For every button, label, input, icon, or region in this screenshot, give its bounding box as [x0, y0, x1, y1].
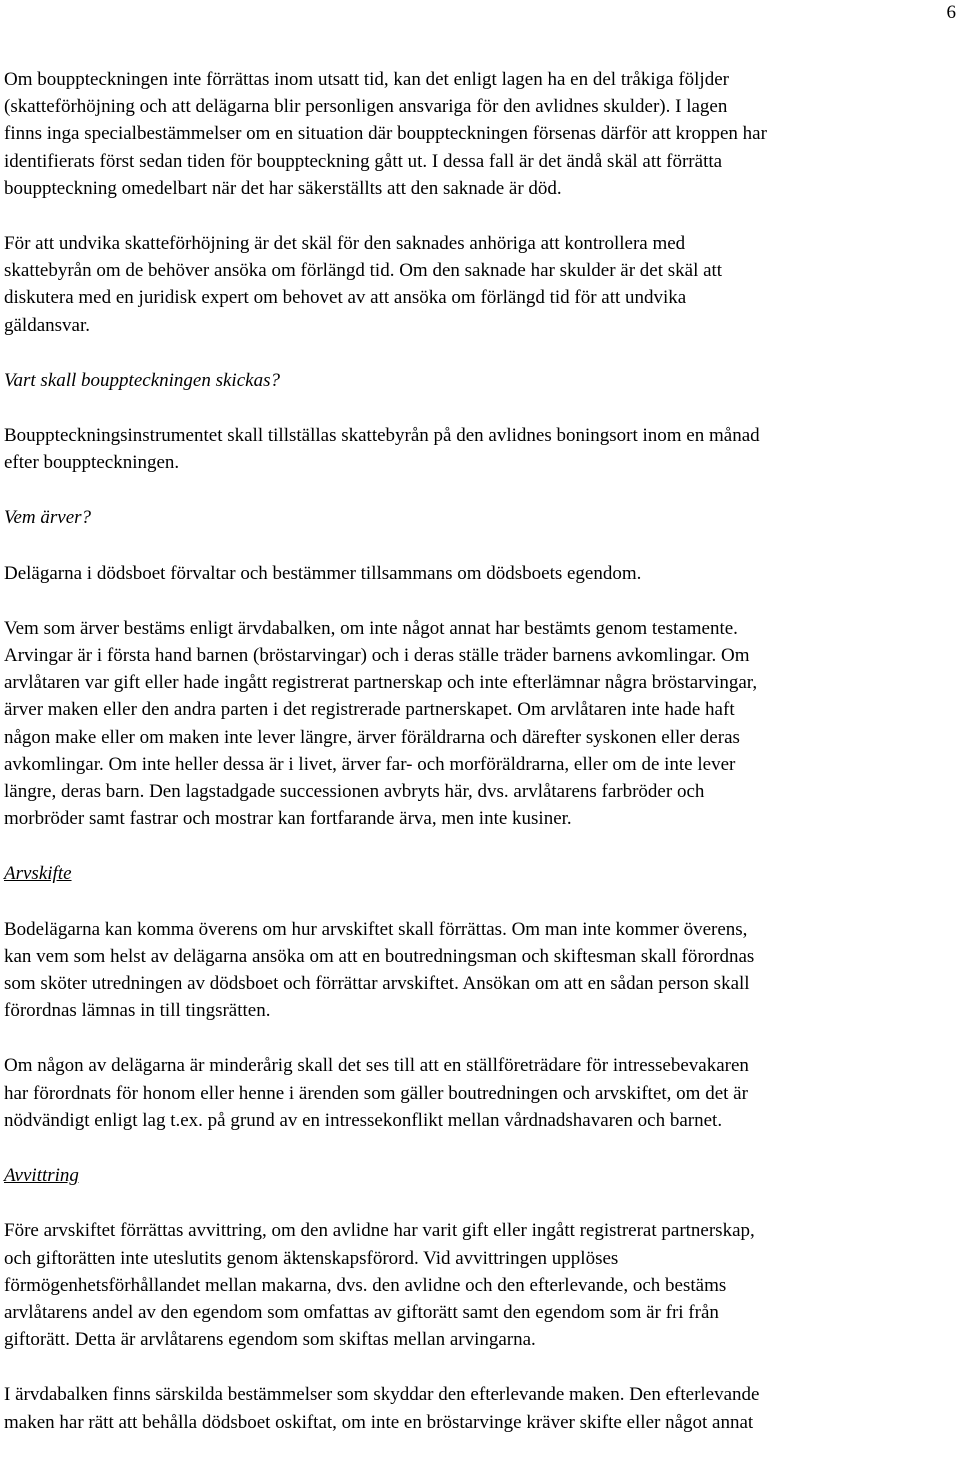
- section-heading: [4, 1162, 956, 1189]
- text-line: efter bouppteckningen.: [4, 452, 180, 474]
- text-line: (skatteförhöjning och att delägarna blir personligen ansvariga för den avlidnes skulder). I lagen: [4, 96, 728, 118]
- text-line: Vem som ärver bestäms enligt ärvdabalken, om inte något annat har bestämts genom testamente.: [4, 617, 738, 639]
- text-line: någon make eller om maken inte lever längre, ärver föräldrarna och därefter syskonen eller deras: [4, 726, 740, 748]
- text-line: förordnas lämnas in till tingsrätten.: [4, 1000, 271, 1022]
- text-line: längre, deras barn. Den lagstadgade successionen avbryts här, dvs. arvlåtarens farbröder och: [4, 781, 705, 803]
- text-line: Bouppteckningsinstrumentet skall tillställas skattebyrån på den avlidnes boningsort inom en månad: [4, 425, 760, 447]
- text-line: avkomlingar. Om inte heller dessa är i livet, ärver far- och morföräldrarna, eller om de inte lever: [4, 753, 736, 775]
- page-number: 6: [946, 2, 956, 23]
- text-line: och giftorätten inte uteslutits genom äktenskapsförord. Vid avvittringen upplöses: [4, 1247, 619, 1269]
- section-heading: [4, 860, 956, 887]
- text-line: som sköter utredningen av dödsboet och förrättar arvskiftet. Ansökan om att en sådan person skall: [4, 973, 750, 995]
- text-line: arvlåtarens andel av den egendom som omfattas av giftorätt samt den egendom som är fri från: [4, 1301, 719, 1323]
- text-line: arvlåtaren var gift eller hade ingått registrerat partnerskap och inte efterlämnar några bröstarvingar,: [4, 672, 758, 694]
- text-line: gäldansvar.: [4, 314, 91, 336]
- text-line: Arvskifte: [4, 863, 72, 885]
- paragraph: [4, 916, 956, 1025]
- text-line: Avvittring: [4, 1165, 79, 1187]
- text-line: Vart skall bouppteckningen skickas?: [4, 369, 280, 391]
- text-line: Om bouppteckningen inte förrättas inom utsatt tid, kan det enligt lagen ha en del tråkiga följder: [4, 69, 729, 90]
- text-line: nödvändigt enligt lag t.ex. på grund av en intressekonflikt mellan vårdnadshavaren och barnet.: [4, 1109, 723, 1131]
- text-line: giftorätt. Detta är arvlåtarens egendom som skiftas mellan arvingarna.: [4, 1329, 536, 1351]
- paragraph: [4, 66, 956, 202]
- text-line: Vem ärver?: [4, 507, 92, 529]
- paragraph: [4, 560, 956, 587]
- text-line: har förordnats för honom eller henne i ärenden som gäller boutredningen och arvskiftet, om det är: [4, 1082, 748, 1104]
- paragraph: [4, 230, 956, 339]
- text-line: Före arvskiftet förrättas avvittring, om den avlidne har varit gift eller ingått registrerat partnerskap,: [4, 1220, 755, 1242]
- text-line: skattebyrån om de behöver ansöka om förlängd tid. Om den saknade har skulder är det skäl att: [4, 260, 723, 282]
- document-body: [4, 66, 956, 1464]
- text-line: Delägarna i dödsboet förvaltar och bestämmer tillsammans om dödsboets egendom.: [4, 562, 642, 584]
- text-line: maken har rätt att behålla dödsboet oskiftat, om inte en bröstarvinge kräver skifte eller något annat: [4, 1411, 754, 1433]
- text-line: bouppteckning omedelbart när det har säkerställts att den saknade är död.: [4, 177, 562, 199]
- text-line: Arvingar är i första hand barnen (bröstarvingar) och i deras ställe träder barnens avkomlingar. Om: [4, 645, 750, 667]
- text-line: morbröder samt fastrar och mostrar kan fortfarande ärva, men inte kusiner.: [4, 808, 572, 830]
- text-line: I ärvdabalken finns särskilda bestämmelser som skyddar den efterlevande maken. Den efterlevande: [4, 1384, 760, 1406]
- text-line: kan vem som helst av delägarna ansöka om att en boutredningsman och skiftesman skall förordnas: [4, 945, 755, 967]
- text-line: identifierats först sedan tiden för bouppteckning gått ut. I dessa fall är det ändå skäl att förrätta: [4, 150, 723, 172]
- paragraph: [4, 1217, 956, 1353]
- text-line: finns inga specialbestämmelser om en situation där bouppteckningen försenas därför att kroppen har: [4, 123, 767, 145]
- section-heading: [4, 367, 956, 394]
- paragraph: [4, 422, 956, 476]
- paragraph: [4, 1052, 956, 1134]
- paragraph: [4, 1381, 956, 1435]
- text-line: Om någon av delägarna är minderårig skall det ses till att en ställföreträdare för intressebevakaren: [4, 1055, 749, 1077]
- section-heading: [4, 504, 956, 531]
- text-line: Bodelägarna kan komma överens om hur arvskiftet skall förrättas. Om man inte kommer överens,: [4, 918, 748, 940]
- text-line: För att undvika skatteförhöjning är det skäl för den saknades anhöriga att kontrollera med: [4, 233, 686, 255]
- text-line: ärver maken eller den andra parten i det registrerade partnerskapet. Om arvlåtaren inte hade haft: [4, 699, 735, 721]
- text-line: diskutera med en juridisk expert om behovet av att ansöka om förlängd tid för att undvika: [4, 287, 687, 309]
- paragraph: [4, 615, 956, 833]
- text-line: förmögenhetsförhållandet mellan makarna, dvs. den avlidne och den efterlevande, och bestäms: [4, 1274, 727, 1296]
